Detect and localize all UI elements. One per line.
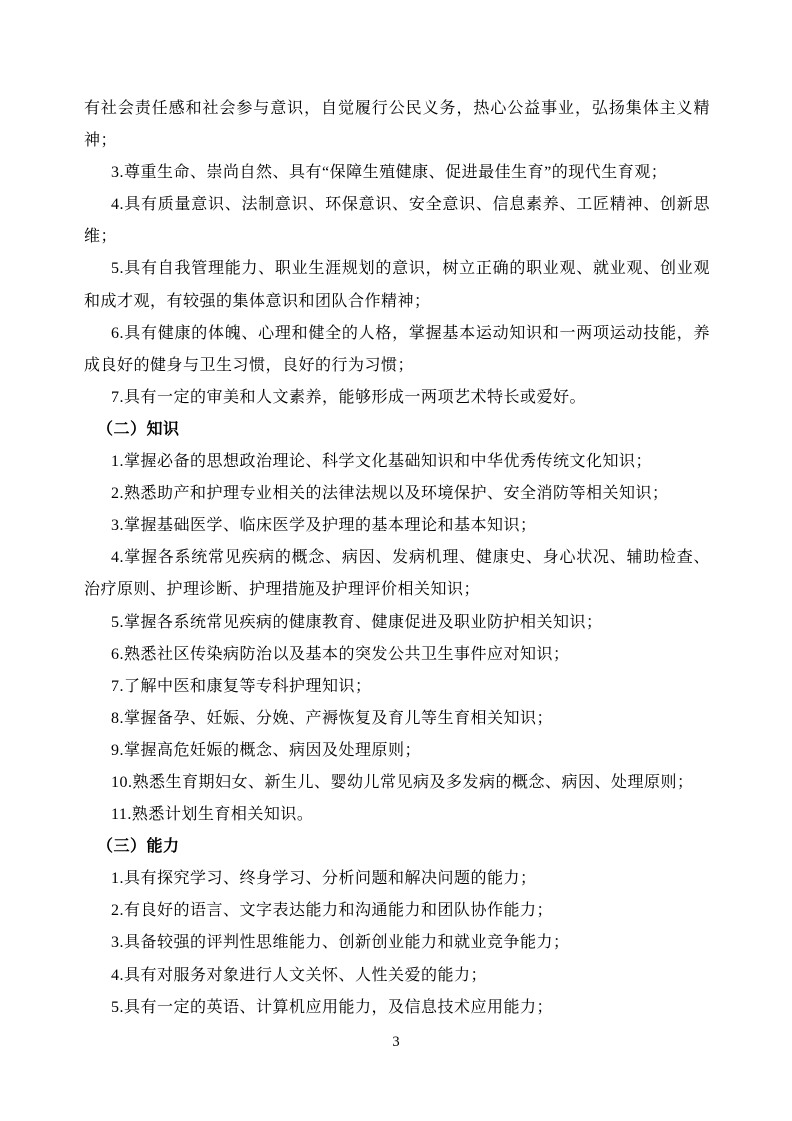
text-line: 5.具有自我管理能力、职业生涯规划的意识，树立正确的职业观、就业观、创业观	[111, 260, 710, 278]
text-line: 维；	[84, 228, 118, 246]
text-line: 5.具有一定的英语、计算机应用能力，及信息技术应用能力；	[111, 998, 554, 1016]
text-line: 9.掌握高危妊娠的概念、病因及处理原则；	[111, 741, 422, 759]
text-line: 3.尊重生命、崇尚自然、具有“保障生殖健康、促进最佳生育”的现代生育观；	[111, 164, 668, 182]
text-line: 8.掌握备孕、妊娠、分娩、产褥恢复及育儿等生育相关知识；	[111, 709, 554, 727]
text-line: 和成才观，有较强的集体意识和团队合作精神；	[84, 292, 431, 310]
text-line: 1.具有探究学习、终身学习、分析问题和解决问题的能力；	[111, 870, 537, 888]
page-number: 3	[392, 1034, 400, 1050]
text-line: 4.掌握各系统常见疾病的概念、病因、发病机理、健康史、身心状况、辅助检查、	[111, 549, 710, 567]
text-line: 4.具有对服务对象进行人文关怀、人性关爱的能力；	[111, 966, 488, 984]
text-line: 11.熟悉计划生育相关知识。	[111, 806, 314, 824]
text-line: 7.具有一定的审美和人文素养，能够形成一两项艺术特长或爱好。	[111, 388, 587, 406]
text-line: 6.具有健康的体魄、心理和健全的人格，掌握基本运动知识和一两项运动技能，养	[111, 324, 710, 342]
section-heading: （二）知识	[97, 420, 180, 438]
text-line: 神；	[84, 132, 118, 150]
text-line: 2.有良好的语言、文字表达能力和沟通能力和团队协作能力；	[111, 902, 554, 920]
text-line: 5.掌握各系统常见疾病的健康教育、健康促进及职业防护相关知识；	[111, 613, 603, 631]
text-line: 3.具备较强的评判性思维能力、创新创业能力和就业竞争能力；	[111, 934, 570, 952]
text-line: 有社会责任感和社会参与意识，自觉履行公民义务，热心公益事业，弘扬集体主义精	[84, 100, 710, 117]
text-line: 成良好的健身与卫生习惯，良好的行为习惯；	[84, 356, 415, 374]
text-line: 1.掌握必备的思想政治理论、科学文化基础知识和中华优秀传统文化知识；	[111, 453, 653, 471]
text-line: 2.熟悉助产和护理专业相关的法律法规以及环境保护、安全消防等相关知识；	[111, 485, 669, 503]
text-line: 3.掌握基础医学、临床医学及护理的基本理论和基本知识；	[111, 517, 537, 535]
document-body	[84, 93, 710, 1024]
section-heading: （三）能力	[97, 838, 180, 856]
text-line: 4.具有质量意识、法制意识、环保意识、安全意识、信息素养、工匠精神、创新思	[111, 196, 710, 214]
text-line: 7.了解中医和康复等专科护理知识；	[111, 677, 372, 695]
text-line: 10.熟悉生育期妇女、新生儿、婴幼儿常见病及多发病的概念、病因、处理原则；	[111, 773, 694, 791]
text-line: 治疗原则、护理诊断、护理措施及护理评价相关知识；	[84, 581, 481, 599]
text-line: 6.熟悉社区传染病防治以及基本的突发公共卫生事件应对知识；	[111, 645, 570, 663]
